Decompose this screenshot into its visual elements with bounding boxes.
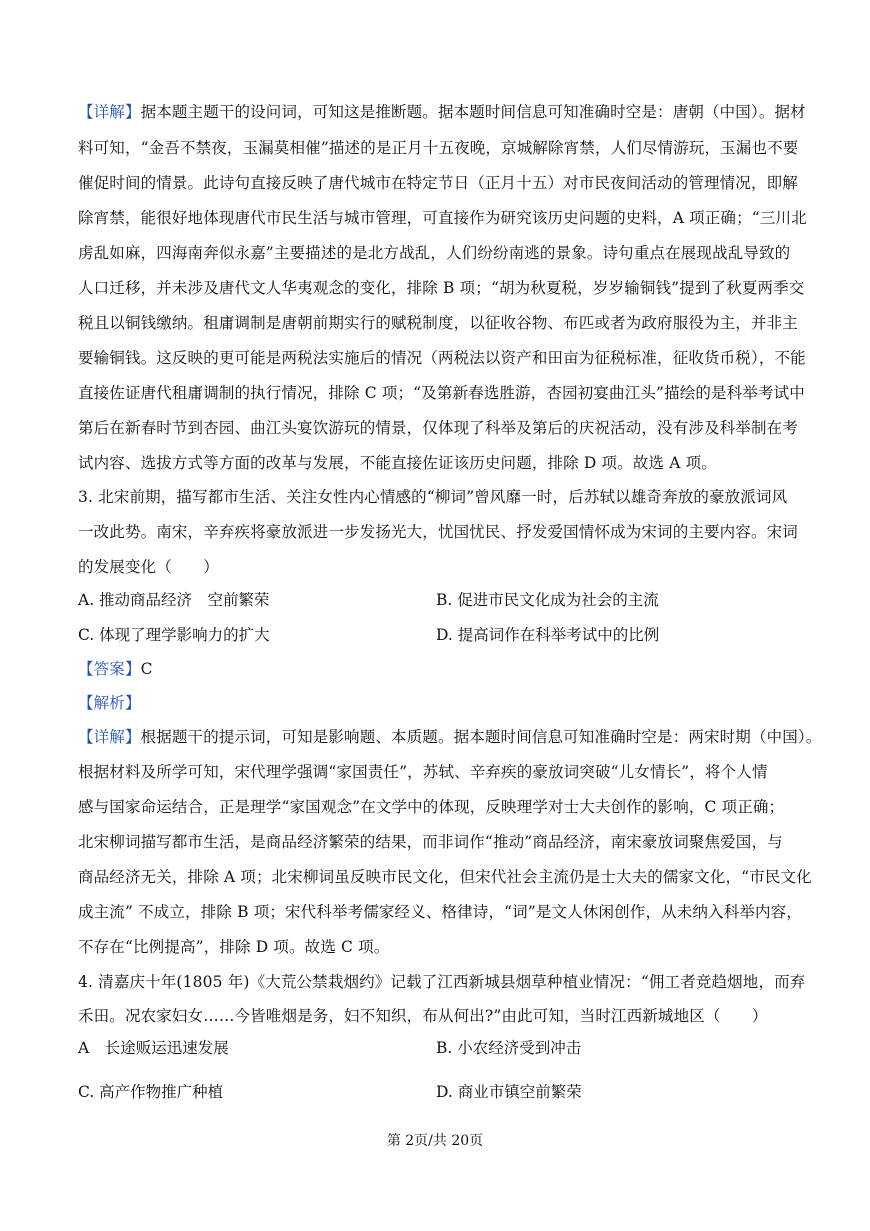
- q3-answer: [78, 659, 798, 679]
- q4-option-c: C. 高产作物推广种植: [78, 1083, 224, 1101]
- q2-detail-line: 第后在新春时节到杏园、曲江头宴饮游玩的情景，仅体现了科举及第后的庆祝活动，没有涉及科举制在考: [78, 419, 798, 437]
- q2-detail-line: 人口迁移，并未涉及唐代文人华夷观念的变化，排除 B 项；“胡为秋夏税，岁岁输铜钱”提到了秋夏两季交: [78, 279, 805, 297]
- q3-option-a: A. 推动商品经济 空前繁荣: [78, 591, 270, 609]
- q3-detail-line: 商品经济无关，排除 A 项；北宋柳词虽反映市民文化，但宋代社会主流仍是士大夫的儒家文化，“市民文化: [78, 868, 812, 886]
- q2-detail-line: 试内容、选拔方式等方面的改革与发展，不能直接佐证该历史问题，排除 D 项。故选 A 项。: [78, 454, 717, 472]
- detail-tag: 【详解】: [78, 728, 141, 746]
- q3-analysis-tag: 【解析】: [78, 694, 141, 712]
- q2-detail-line: 直接佐证唐代租庸调制的执行情况，排除 C 项；“及第新春选胜游，杏园初宴曲江头”描绘的是科举考试中: [78, 384, 805, 402]
- q3-option-b: B. 促进市民文化成为社会的主流: [436, 591, 659, 609]
- q2-detail-line: 要输铜钱。这反映的更可能是两税法实施后的情况（两税法以资产和田亩为征税标准，征收货币税），不能: [78, 349, 806, 367]
- q2-detail-line: 虏乱如麻，四海南奔似永嘉”主要描述的是北方战乱，人们纷纷南逃的景象。诗句重点在展现战乱导致的: [78, 244, 791, 262]
- q3-stem-line: 的发展变化（ ）: [78, 558, 219, 576]
- q2-detail-line: 【详解】据本题主题干的设问词，可知这是推断题。据本题时间信息可知准确时空是：唐朝（中国）。据材: [78, 103, 806, 121]
- q2-detail-line: 催促时间的情景。此诗句直接反映了唐代城市在特定节日（正月十五）对市民夜间活动的管理情况，即解: [78, 174, 798, 192]
- detail-tag: 【详解】: [78, 103, 141, 121]
- q3-option-d: D. 提高词作在科举考试中的比例: [436, 626, 660, 644]
- q4-stem-line: 4. 清嘉庆十年(1805 年)《大荒公禁栽烟约》记载了江西新城县烟草种植业情况：“佣工者竞趋烟地，而弃: [78, 973, 806, 991]
- answer-tag: 【答案】: [78, 660, 141, 678]
- answer-value: C: [140, 660, 153, 678]
- q3-stem-line: 一改此势。南宋，辛弃疾将豪放派进一步发扬光大，忧国忧民、抒发爱国情怀成为宋词的主要内容。宋词: [78, 523, 798, 541]
- q3-detail-line: 根据材料及所学可知，宋代理学强调“家国责任”，苏轼、辛弃疾的豪放词突破“儿女情长”，将个人情: [78, 763, 768, 781]
- q4-stem-line: 禾田。况农家妇女……今皆唯烟是务，妇不知织，布从何出?”由此可知，当时江西新城地区（ ）: [78, 1007, 768, 1025]
- q3-detail-line: 感与国家命运结合，正是理学“家国观念”在文学中的体现，反映理学对士大夫创作的影响，C 项正确；: [78, 798, 785, 816]
- q2-detail-line: 料可知，“金吾不禁夜，玉漏莫相催”描述的是正月十五夜晚，京城解除宵禁，人们尽情游玩，玉漏也不要: [78, 139, 799, 157]
- q4-option-d: D. 商业市镇空前繁荣: [436, 1083, 582, 1101]
- q3-stem-line: 3. 北宋前期，描写都市生活、关注女性内心情感的“柳词”曾风靡一时，后苏轼以雄奇奔放的豪放派词风: [78, 488, 788, 506]
- q4-option-b: B. 小农经济受到冲击: [436, 1039, 582, 1057]
- q4-option-a: A 长途贩运迅速发展: [78, 1039, 229, 1057]
- q3-detail-line: 北宋柳词描写都市生活，是商品经济繁荣的结果，而非词作“推动”商品经济，南宋豪放词聚焦爱国，与: [78, 833, 783, 851]
- page-footer: 第 2页/共 20页: [386, 1133, 484, 1149]
- q2-detail-line: 税且以铜钱缴纳。租庸调制是唐朝前期实行的赋税制度，以征收谷物、布匹或者为政府服役为主，并非主: [78, 314, 798, 332]
- q3-option-c: C. 体现了理学影响力的扩大: [78, 626, 270, 644]
- q3-detail-line: 不存在“比例提高”，排除 D 项。故选 C 项。: [78, 938, 390, 956]
- q3-detail-line: 【详解】根据题干的提示词，可知是影响题、本质题。据本题时间信息可知准确时空是：两宋时期（中国）。: [78, 728, 822, 746]
- q2-detail-line: 除宵禁，能很好地体现唐代市民生活与城市管理，可直接作为研究该历史问题的史料，A 项正确；“三川北: [78, 209, 807, 227]
- q3-detail-line: 成主流” 不成立，排除 B 项；宋代科举考儒家经义、格律诗，“词”是文人休闲创作，从未纳入科举内容，: [78, 903, 802, 921]
